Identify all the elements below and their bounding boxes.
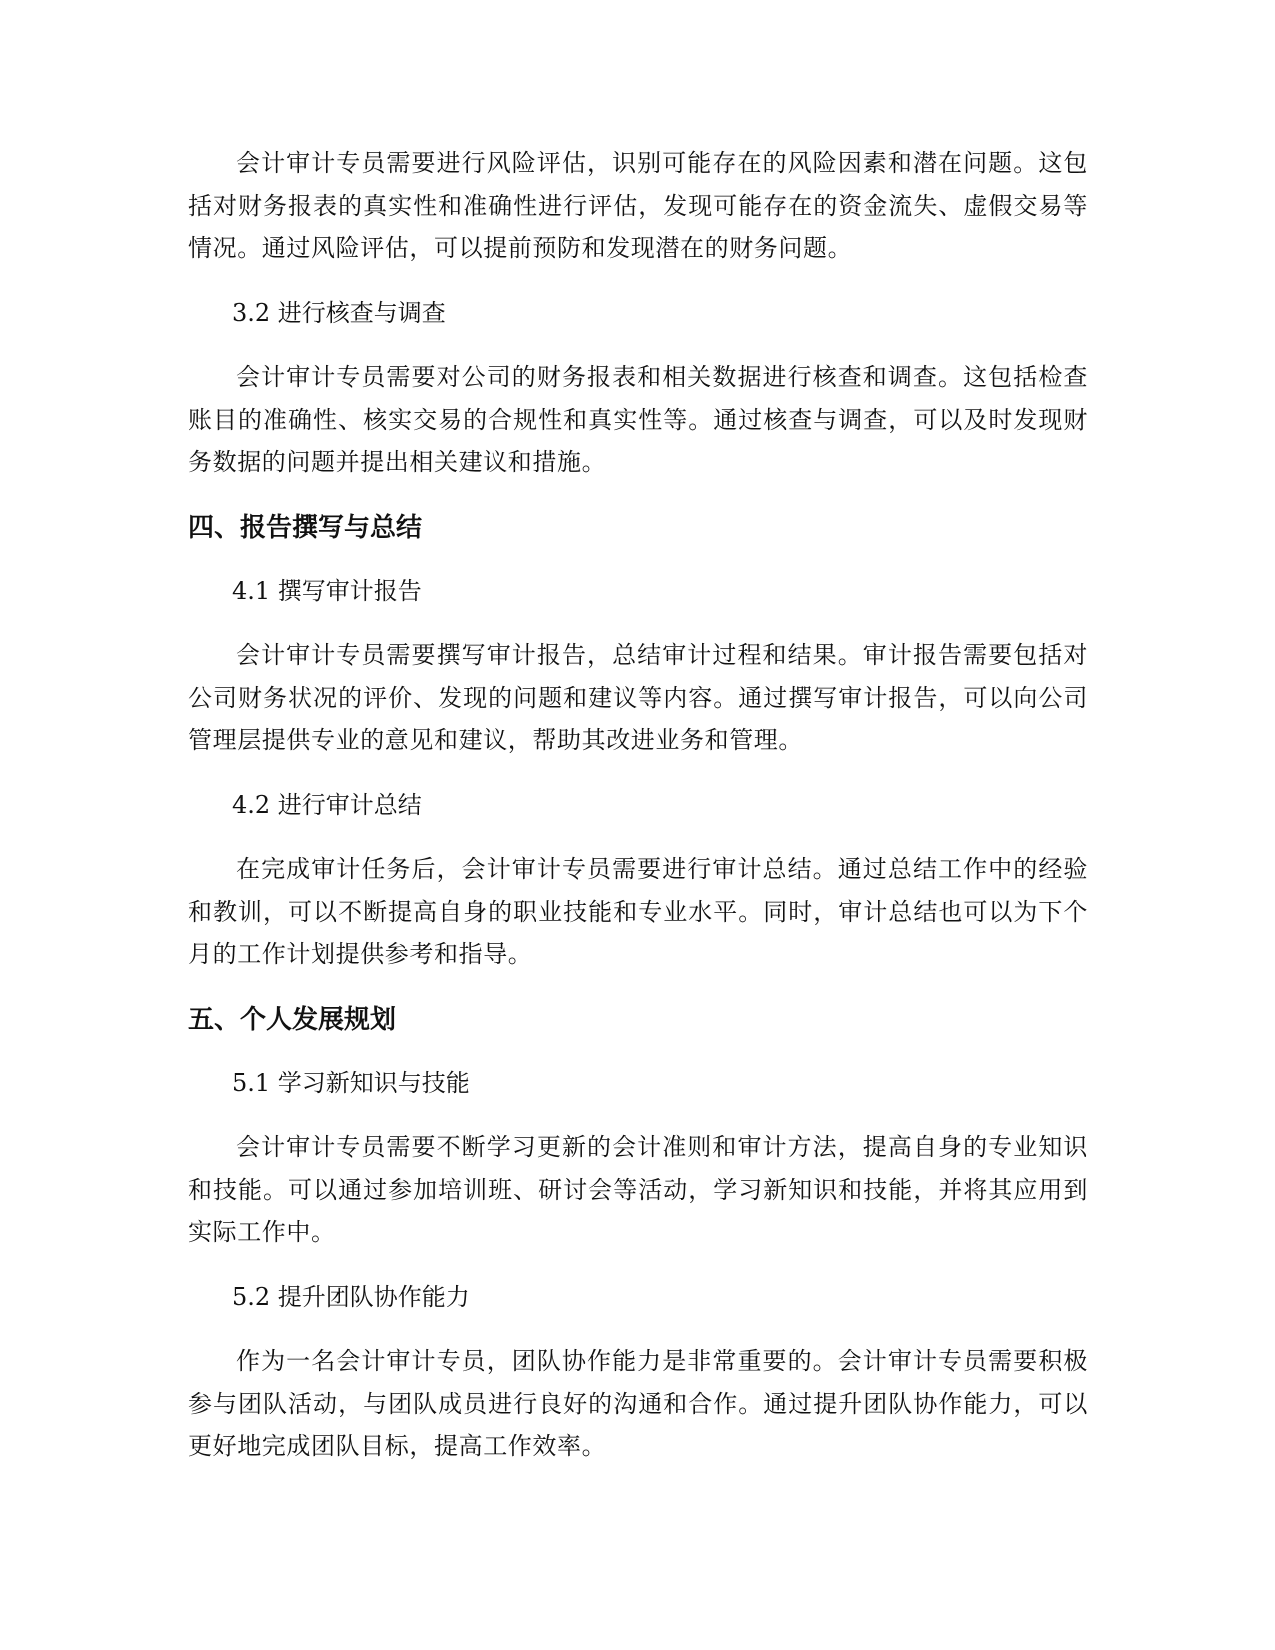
paragraph-audit-report: 会计审计专员需要撰写审计报告，总结审计过程和结果。审计报告需要包括对公司财务状况的评价、发现的问题和建议等内容。通过撰写审计报告，可以向公司管理层提供专业的意见和建议，帮助其改进业务和管理。	[188, 641, 1088, 754]
subheading-3-2: 3.2 进行核查与调查	[232, 298, 446, 327]
paragraph-teamwork: 作为一名会计审计专员，团队协作能力是非常重要的。会计审计专员需要积极参与团队活动，与团队成员进行良好的沟通和合作。通过提升团队协作能力，可以更好地完成团队目标，提高工作效率。	[188, 1347, 1088, 1460]
document-body	[188, 142, 1088, 1490]
paragraph-verification: 会计审计专员需要对公司的财务报表和相关数据进行核查和调查。这包括检查账目的准确性、核实交易的合规性和真实性等。通过核查与调查，可以及时发现财务数据的问题并提出相关建议和措施。	[188, 363, 1088, 476]
subheading-5-2: 5.2 提升团队协作能力	[232, 1282, 470, 1311]
paragraph-risk-assessment: 会计审计专员需要进行风险评估，识别可能存在的风险因素和潜在问题。这包括对财务报表的真实性和准确性进行评估，发现可能存在的资金流失、虚假交易等情况。通过风险评估，可以提前预防和发现潜在的财务问题。	[188, 149, 1088, 262]
section-heading-4: 四、报告撰写与总结	[188, 512, 423, 543]
subheading-5-1: 5.1 学习新知识与技能	[232, 1068, 470, 1097]
subheading-4-2: 4.2 进行审计总结	[232, 790, 422, 819]
paragraph-audit-summary: 在完成审计任务后，会计审计专员需要进行审计总结。通过总结工作中的经验和教训，可以不断提高自身的职业技能和专业水平。同时，审计总结也可以为下个月的工作计划提供参考和指导。	[188, 855, 1088, 968]
section-heading-5: 五、个人发展规划	[188, 1004, 397, 1035]
subheading-4-1: 4.1 撰写审计报告	[232, 576, 422, 605]
paragraph-learning: 会计审计专员需要不断学习更新的会计准则和审计方法，提高自身的专业知识和技能。可以通过参加培训班、研讨会等活动，学习新知识和技能，并将其应用到实际工作中。	[188, 1133, 1088, 1246]
